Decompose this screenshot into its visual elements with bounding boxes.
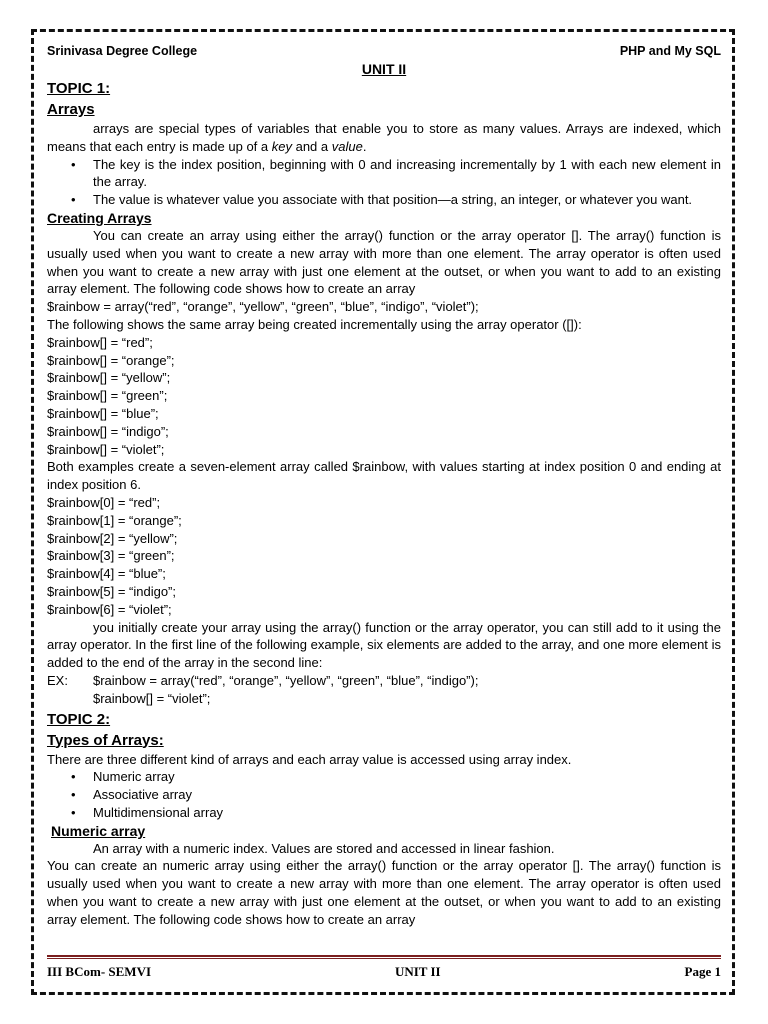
code-line: $rainbow[] = “green”; — [47, 388, 168, 404]
creating-para: You can create an array using either the array() function or the array operator []. The array() function is usually used when you want to create a new array with more than one element. The array operator is often used when you want to create a new array with just one element at the outset, or when you want to add to an existing array element. The following code shows how to create an array — [47, 227, 721, 297]
list-item: • The value is whatever value you associate with that position—a string, an integer, or whatever you want. — [93, 191, 721, 209]
document-page — [47, 42, 721, 929]
code-line: $rainbow[1] = “orange”; — [47, 512, 182, 528]
incremental-para: The following shows the same array being created incrementally using the array operator ([]): — [47, 316, 582, 332]
list-item: • The key is the index position, beginning with 0 and increasing incrementally by 1 with each new element in the array. — [93, 156, 721, 192]
list-item: • Associative array — [93, 786, 721, 804]
code-line: $rainbow[4] = “blue”; — [47, 566, 166, 582]
code-line: $rainbow[] = “violet”; — [47, 441, 165, 457]
footer-unit: UNIT II — [394, 964, 441, 979]
code-line: $rainbow = array(“red”, “orange”, “yellow”, “green”, “blue”, “indigo”, “violet”); — [47, 299, 479, 315]
college-name: Srinivasa Degree College — [47, 44, 198, 58]
code-line: $rainbow = array(“red”, “orange”, “yellow”, “green”, “blue”, “indigo”); — [93, 672, 479, 688]
types-heading: Types of Arrays: — [47, 731, 164, 749]
code-line: $rainbow[3] = “green”; — [47, 548, 175, 564]
code-line: $rainbow[5] = “indigo”; — [47, 583, 176, 599]
footer-course: III BCom- SEMVI — [47, 964, 152, 979]
page-number: Page 1 — [684, 964, 721, 979]
code-line: $rainbow[] = “violet”; — [93, 690, 211, 706]
types-intro: There are three different kind of arrays and each array value is accessed using array index. — [47, 751, 572, 767]
page-footer — [47, 964, 721, 980]
seven-element-para: Both examples create a seven-element array called $rainbow, with values starting at index position 0 and ending at index position 6. — [47, 459, 721, 493]
footer-rule — [47, 955, 721, 959]
unit-title: UNIT II — [361, 61, 407, 77]
creating-arrays-heading: Creating Arrays — [47, 209, 152, 226]
code-line: $rainbow[0] = “red”; — [47, 494, 161, 510]
code-line: $rainbow[] = “indigo”; — [47, 423, 169, 439]
page-header — [47, 42, 721, 60]
subject-name: PHP and My SQL — [619, 44, 721, 58]
list-item: • Numeric array — [93, 768, 721, 786]
example-label: EX: — [47, 672, 68, 688]
arrays-bullet-list — [47, 156, 721, 209]
example-row — [47, 672, 721, 690]
code-line: $rainbow[] = “red”; — [47, 334, 153, 350]
code-line: $rainbow[] = “blue”; — [47, 405, 159, 421]
add-elements-para: you initially create your array using the array() function or the array operator, you can still add to it using the array operator. In the first line of the following example, six elements are added to the array, and one more element is added to the end of the array in the second line: — [47, 619, 721, 671]
code-line: $rainbow[2] = “yellow”; — [47, 530, 178, 546]
example-row — [47, 690, 721, 708]
list-item: • Multidimensional array — [93, 804, 721, 822]
code-line: $rainbow[] = “yellow”; — [47, 370, 171, 386]
topic2-label: TOPIC 2: — [47, 710, 111, 728]
topic1-label: TOPIC 1: — [47, 80, 111, 97]
arrays-heading: Arrays — [47, 101, 95, 118]
numeric-para: An array with a numeric index. Values are stored and accessed in linear fashion. — [93, 840, 555, 856]
numeric-array-heading: Numeric array — [51, 822, 146, 839]
code-line: $rainbow[] = “orange”; — [47, 352, 175, 368]
arrays-intro: arrays are special types of variables that enable you to store as many values. Arrays are indexed, which means that each entry is made up of a key and a value. — [47, 121, 721, 154]
types-bullet-list — [47, 768, 721, 821]
code-line: $rainbow[6] = “violet”; — [47, 601, 172, 617]
numeric-create-para: You can create an numeric array using either the array() function or the array operator []. The array() function is usually used when you want to create a new array with more than one element. The array operator is often used when you want to create a new array with just one element at the outset, or when you want to add to an existing array element. The following code shows how to create an array — [47, 858, 721, 927]
